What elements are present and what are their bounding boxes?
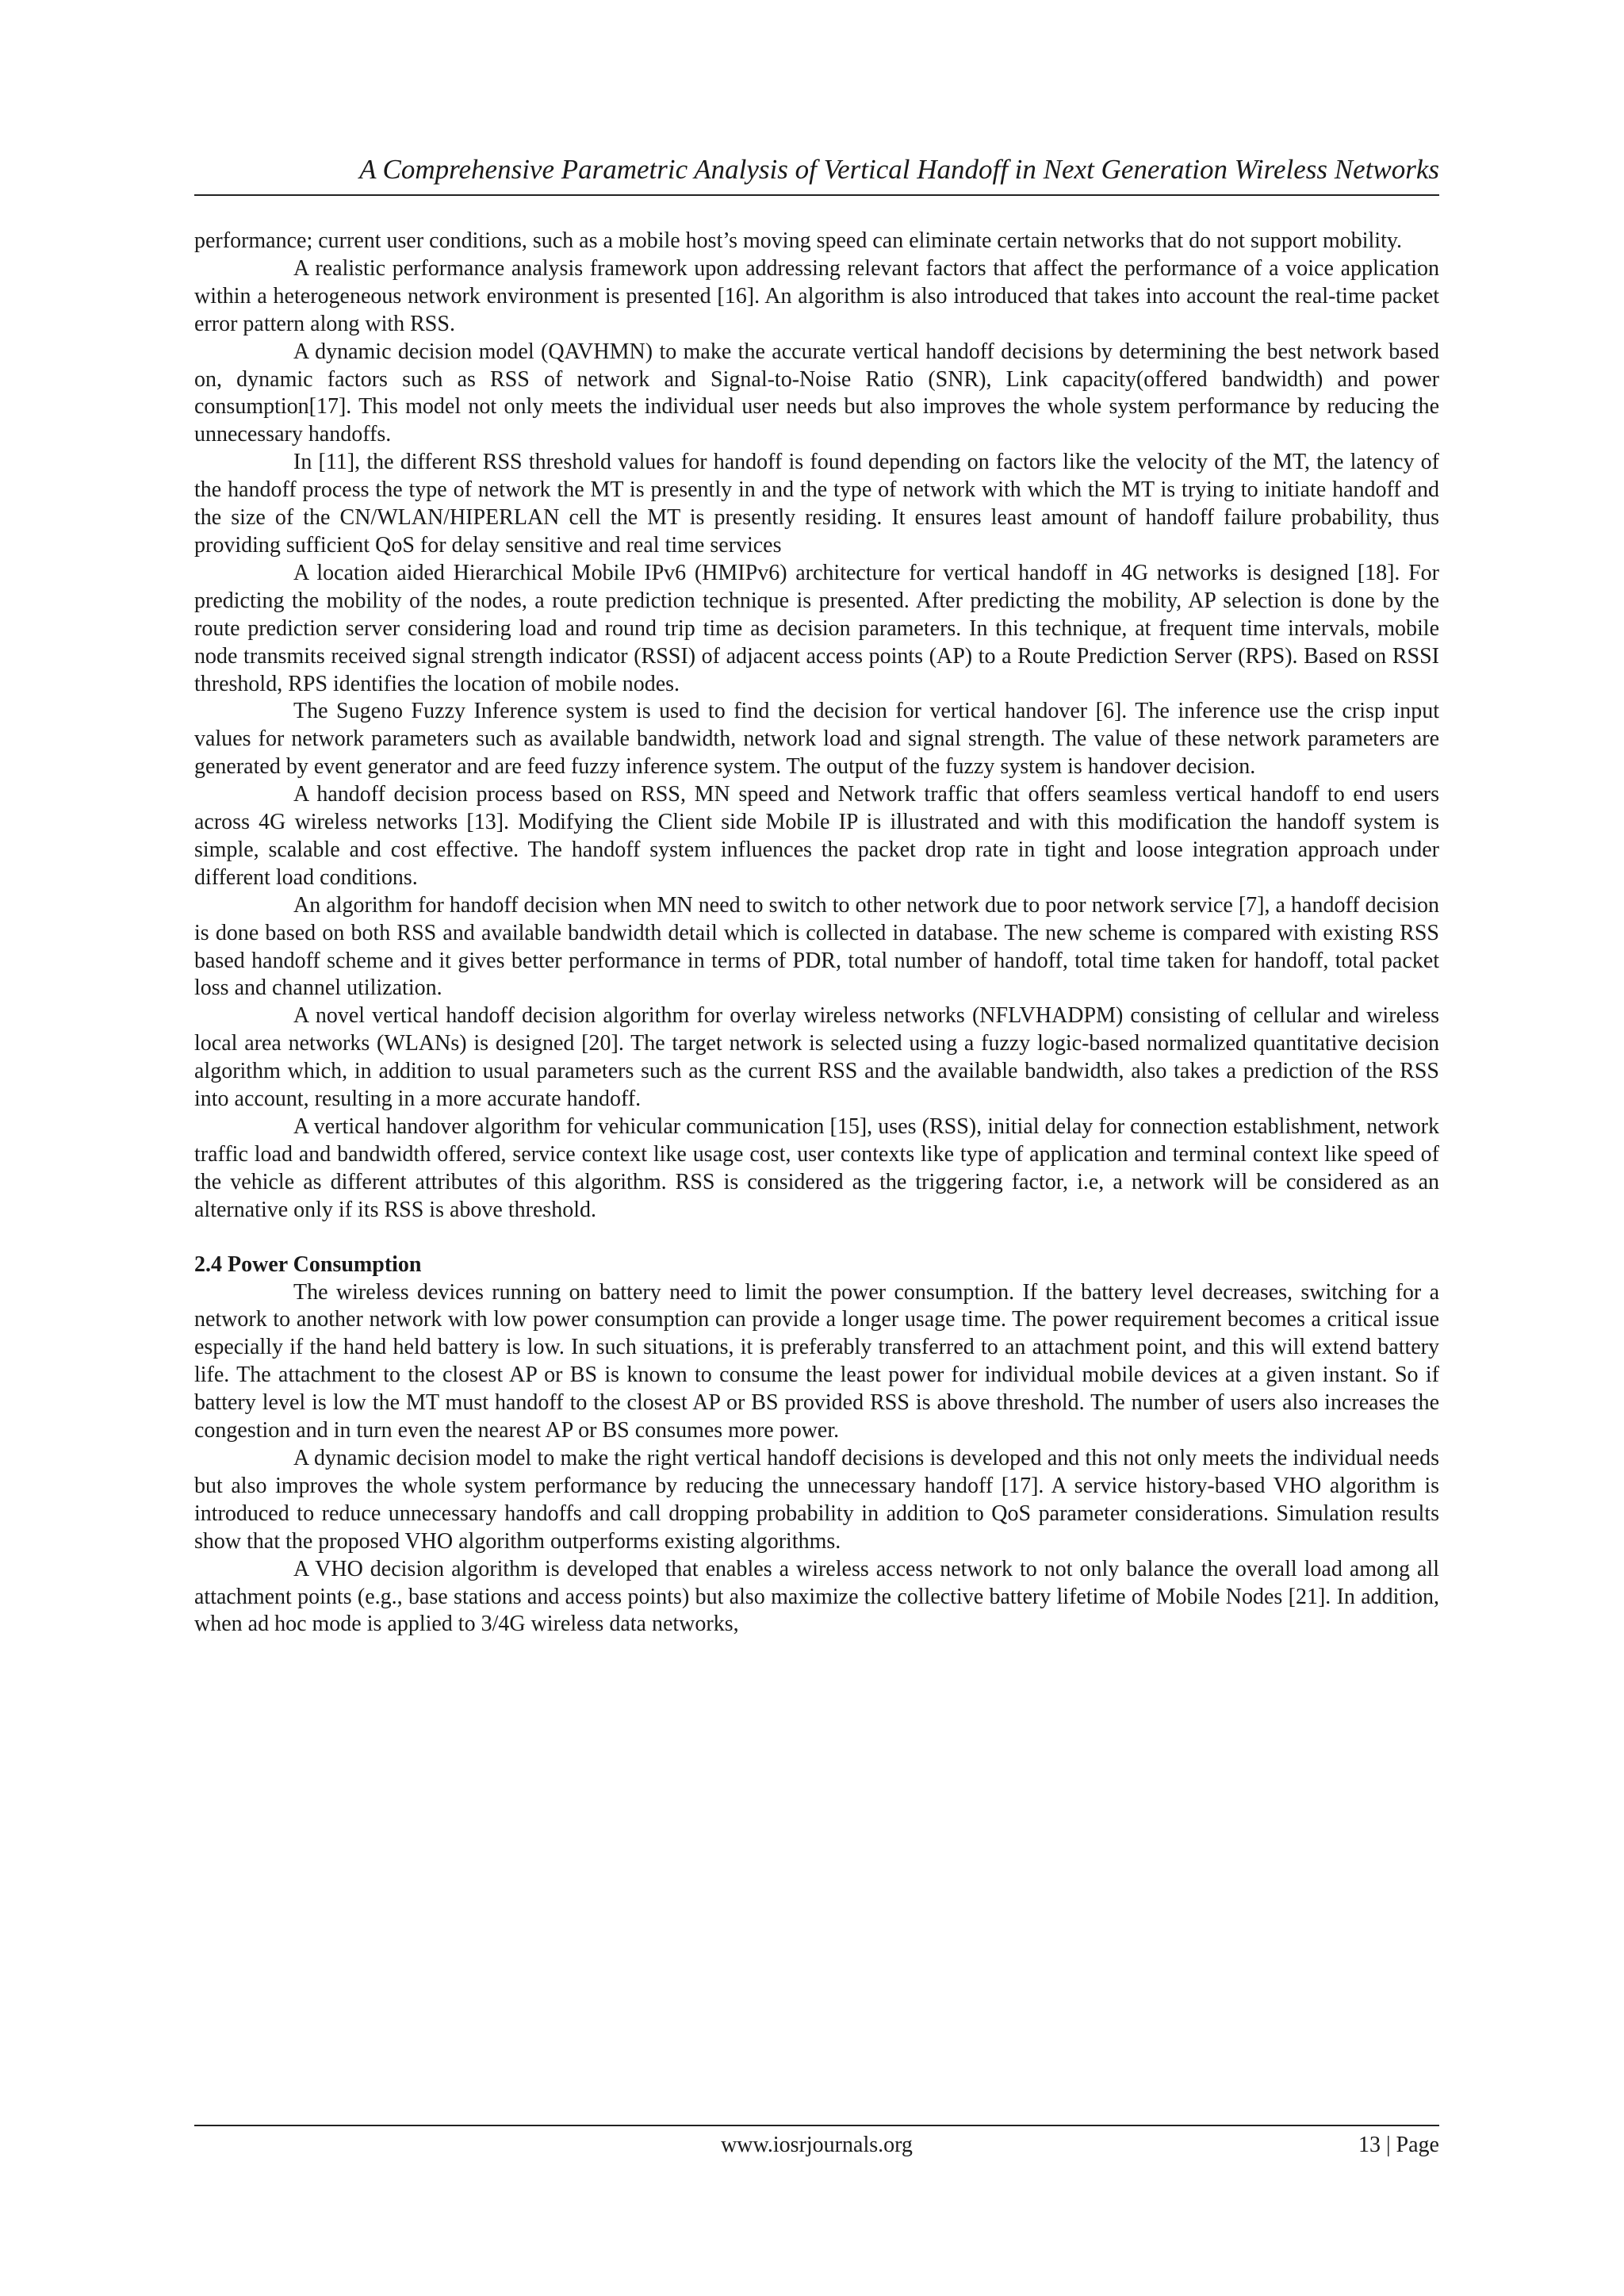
paragraph: A vertical handover algorithm for vehicular communication [15], uses (RSS), initial delay for connection establishment, network traffic load and bandwidth offered, service context like usage cost, user contexts like type of application and terminal context like speed of the vehicle as different attributes of this algorithm. RSS is considered as the triggering factor, i.e, a network will be considered as an alternative only if its RSS is above threshold. [194,1114,1439,1222]
paragraph-continuation: performance; current user conditions, such as a mobile host’s moving speed can eliminate certain networks that do not support mobility. [194,228,1403,253]
section-heading: 2.4 Power Consumption [194,1251,422,1277]
paragraph: In [11], the different RSS threshold values for handoff is found depending on factors like the velocity of the MT, the latency of the handoff process the type of network the MT is presently in and the type of network with which the MT is trying to initiate handoff and the size of the CN/WLAN/HIPERLAN cell the MT is presently residing. It ensures least amount of handoff failure probability, thus providing sufficient QoS for delay sensitive and real time services [194,450,1439,558]
paragraph: The wireless devices running on battery need to limit the power consumption. If the battery level decreases, switching for a network to another network with low power consumption can provide a longer usage time. The power requirement becomes a critical issue especially if the hand held battery is low. In such situations, it is preferably transferred to an attachment point, and this will extend battery life. The attachment to the closest AP or BS is known to consume the least power for individual mobile devices at a given instant. So if battery level is low the MT must handoff to the closest AP or BS provided RSS is above threshold. The number of users also increases the congestion and in turn even the nearest AP or BS consumes more power. [194,1279,1439,1443]
paragraph: A VHO decision algorithm is developed that enables a wireless access network to not only balance the overall load among all attachment points (e.g., base stations and access points) but also maximize the collective battery lifetime of Mobile Nodes [21]. In addition, when ad hoc mode is applied to 3/4G wireless data networks, [194,1556,1439,1637]
paragraph: The Sugeno Fuzzy Inference system is used to find the decision for vertical handover [6]. The inference use the crisp input values for network parameters such as available bandwidth, network load and signal strength. The value of these network parameters are generated by event generator and are feed fuzzy inference system. The output of the fuzzy system is handover decision. [194,699,1439,780]
paragraph: A handoff decision process based on RSS, MN speed and Network traffic that offers seamless vertical handoff to end users across 4G wireless networks [13]. Modifying the Client side Mobile IP is illustrated and with this modification the handoff system is simple, scalable and cost effective. The handoff system influences the packet drop rate in tight and loose integration approach under different load conditions. [194,782,1439,890]
header-rule [194,194,1439,196]
article-body [194,228,1439,1639]
page-number: 13 | Page [1358,2133,1439,2157]
footer-rule [194,2125,1439,2126]
footer-url[interactable]: www.iosrjournals.org [721,2133,913,2157]
paragraph: A realistic performance analysis framework upon addressing relevant factors that affect the performance of a voice application within a heterogeneous network environment is presented [16]. An algorithm is also introduced that takes into account the real-time packet error pattern along with RSS. [194,255,1439,336]
paragraph: A dynamic decision model (QAVHMN) to make the accurate vertical handoff decisions by determining the best network based on, dynamic factors such as RSS of network and Signal-to-Noise Ratio (SNR), Link capacity(offered bandwidth) and power consumption[17]. This model not only meets the individual user needs but also improves the whole system performance by reducing the unnecessary handoffs. [194,339,1439,447]
running-header-title: A Comprehensive Parametric Analysis of Vertical Handoff in Next Generation Wireless Networks [359,154,1439,185]
paragraph: A location aided Hierarchical Mobile IPv6 (HMIPv6) architecture for vertical handoff in 4G networks is designed [18]. For predicting the mobility of the nodes, a route prediction technique is presented. After predicting the mobility, AP selection is done by the route prediction server considering load and round trip time as decision parameters. In this technique, at frequent time intervals, mobile node transmits received signal strength indicator (RSSI) of adjacent access points (AP) to a Route Prediction Server (RPS). Based on RSSI threshold, RPS identifies the location of mobile nodes. [194,560,1439,696]
paragraph: A novel vertical handoff decision algorithm for overlay wireless networks (NFLVHADPM) consisting of cellular and wireless local area networks (WLANs) is designed [20]. The target network is selected using a fuzzy logic-based normalized quantitative decision algorithm which, in addition to usual parameters such as the current RSS and the available bandwidth, also takes a prediction of the RSS into account, resulting in a more accurate handoff. [194,1003,1439,1112]
paragraph: A dynamic decision model to make the right vertical handoff decisions is developed and this not only meets the individual needs but also improves the whole system performance by reducing the unnecessary handoff [17]. A service history-based VHO algorithm is introduced to reduce unnecessary handoffs and call dropping probability in addition to QoS parameter considerations. Simulation results show that the proposed VHO algorithm outperforms existing algorithms. [194,1445,1439,1554]
paragraph: An algorithm for handoff decision when MN need to switch to other network due to poor network service [7], a handoff decision is done based on both RSS and available bandwidth detail which is collected in database. The new scheme is compared with existing RSS based handoff scheme and it gives better performance in terms of PDR, total number of handoff, total time taken for handoff, total packet loss and channel utilization. [194,892,1439,1001]
